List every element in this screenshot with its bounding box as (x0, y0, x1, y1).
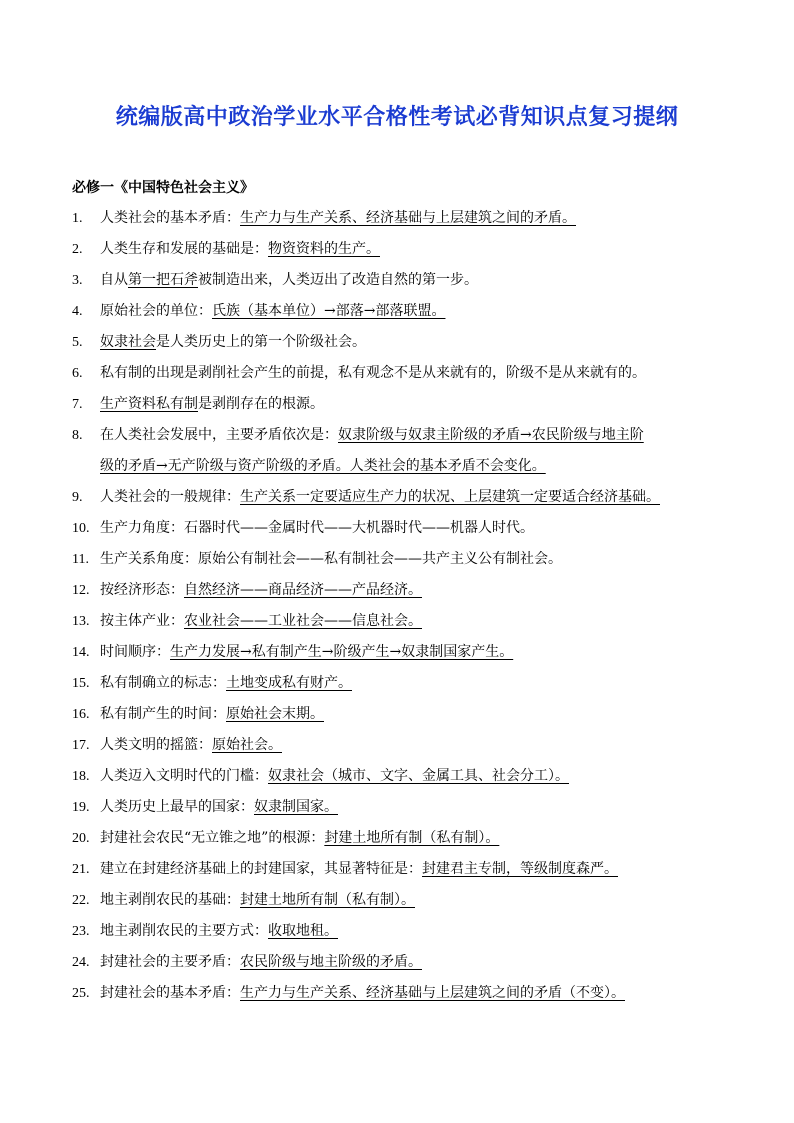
list-item (72, 668, 742, 699)
item-text (100, 823, 742, 854)
list-item (72, 606, 742, 637)
item-prompt: 封建社会农民“无立锥之地”的根源： (100, 830, 325, 846)
item-prompt: 私有制产生的时间： (100, 706, 226, 722)
list-item (72, 885, 742, 916)
item-number: 9. (72, 490, 83, 505)
item-text (100, 947, 742, 978)
section-heading: 必修一《中国特色社会主义》 (72, 180, 254, 196)
item-prompt: 时间顺序： (100, 644, 170, 660)
item-answer: 原始社会末期。 (226, 706, 324, 722)
item-number: 3. (72, 273, 83, 288)
item-text (100, 854, 742, 885)
item-prompt: 原始社会的单位： (100, 303, 212, 319)
list-item (72, 792, 742, 823)
item-text (100, 265, 742, 296)
item-number: 17. (72, 738, 90, 753)
list-item (72, 730, 742, 761)
item-text (100, 420, 742, 451)
item-answer: 奴隶社会 (100, 334, 156, 350)
item-answer: 农业社会——工业社会——信息社会。 (184, 613, 422, 629)
item-answer: 物资资料的生产。 (268, 241, 380, 257)
item-prompt: 封建社会的基本矛盾： (100, 985, 240, 1001)
item-number: 25. (72, 986, 90, 1001)
item-answer: 奴隶阶级与奴隶主阶级的矛盾→农民阶级与地主阶 (338, 427, 644, 443)
item-prompt: 人类社会的一般规律： (100, 489, 240, 505)
item-prompt: 人类社会的基本矛盾： (100, 210, 240, 226)
item-prompt: 自从 (100, 272, 128, 288)
item-answer: 自然经济——商品经济——产品经济。 (184, 582, 422, 598)
item-prompt: 封建社会的主要矛盾： (100, 954, 240, 970)
item-text (100, 668, 742, 699)
item-number: 10. (72, 521, 90, 536)
list-item (72, 637, 742, 668)
item-answer: 原始社会。 (212, 737, 282, 753)
list-item (72, 327, 742, 358)
item-answer: 生产力与生产关系、经济基础与上层建筑之间的矛盾。 (240, 210, 576, 226)
item-number: 15. (72, 676, 90, 691)
item-answer: 生产力发展→私有制产生→阶级产生→奴隶制国家产生。 (170, 644, 514, 660)
item-text (100, 234, 742, 265)
item-text (100, 296, 742, 327)
item-text (100, 544, 742, 575)
list-item (72, 265, 742, 296)
list-item (72, 947, 742, 978)
list-item-continuation (72, 451, 742, 482)
item-prompt: 生产关系角度：原始公有制社会——私有制社会——共产主义公有制社会。 (100, 551, 562, 567)
item-answer: 生产资料私有制 (100, 396, 198, 412)
item-number: 11. (72, 552, 89, 567)
page-title: 统编版高中政治学业水平合格性考试必背知识点复习提纲 (115, 105, 679, 130)
list-item (72, 575, 742, 606)
item-text (100, 358, 742, 389)
item-number: 23. (72, 924, 90, 939)
item-prompt: 地主剥削农民的基础： (100, 892, 240, 908)
item-number: 24. (72, 955, 90, 970)
item-prompt: 生产力角度：石器时代——金属时代——大机器时代——机器人时代。 (100, 520, 534, 536)
item-prompt: 私有制的出现是剥削社会产生的前提，私有观念不是从来就有的，阶级不是从来就有的。 (100, 365, 646, 381)
item-text (100, 513, 742, 544)
list-item (72, 823, 742, 854)
item-text (100, 730, 742, 761)
item-prompt: 在人类社会发展中，主要矛盾依次是： (100, 427, 338, 443)
item-prompt: 人类文明的摇篮： (100, 737, 212, 753)
item-text (100, 761, 742, 792)
list-item (72, 296, 742, 327)
item-text (100, 606, 742, 637)
item-number: 5. (72, 335, 83, 350)
item-number: 1. (72, 211, 83, 226)
item-text (100, 699, 742, 730)
item-prompt: 按主体产业： (100, 613, 184, 629)
item-prompt: 地主剥削农民的主要方式： (100, 923, 268, 939)
list-item (72, 203, 742, 234)
item-prompt: 人类历史上最早的国家： (100, 799, 254, 815)
item-answer: 氏族（基本单位）→部落→部落联盟。 (212, 303, 446, 319)
item-text (100, 327, 742, 358)
item-answer: 奴隶制国家。 (254, 799, 338, 815)
item-answer: 生产力与生产关系、经济基础与上层建筑之间的矛盾（不变）。 (240, 985, 625, 1001)
item-number: 14. (72, 645, 90, 660)
item-answer: 封建土地所有制（私有制）。 (324, 830, 500, 846)
item-text (100, 389, 742, 420)
item-number: 16. (72, 707, 90, 722)
item-prompt: 人类迈入文明时代的门槛： (100, 768, 268, 784)
knowledge-list (72, 203, 742, 1009)
item-answer: 生产关系一定要适应生产力的状况、上层建筑一定要适合经济基础。 (240, 489, 660, 505)
list-item (72, 699, 742, 730)
item-answer: 农民阶级与地主阶级的矛盾。 (240, 954, 422, 970)
item-text (100, 916, 742, 947)
item-text (100, 885, 742, 916)
item-answer: 级的矛盾→无产阶级与资产阶级的矛盾。人类社会的基本矛盾不会变化。 (100, 458, 546, 474)
list-item (72, 916, 742, 947)
item-number: 4. (72, 304, 83, 319)
list-item (72, 544, 742, 575)
item-tail: 是剥削存在的根源。 (198, 396, 324, 412)
list-item (72, 513, 742, 544)
item-text (100, 637, 742, 668)
list-item (72, 420, 742, 451)
item-number: 19. (72, 800, 90, 815)
list-item (72, 358, 742, 389)
list-item (72, 978, 742, 1009)
item-number: 18. (72, 769, 90, 784)
item-number: 8. (72, 428, 83, 443)
item-tail: 被制造出来，人类迈出了改造自然的第一步。 (198, 272, 478, 288)
list-item (72, 234, 742, 265)
item-text (100, 978, 742, 1009)
list-item (72, 389, 742, 420)
item-answer: 封建君主专制，等级制度森严。 (422, 861, 618, 877)
item-answer: 收取地租。 (268, 923, 338, 939)
item-number: 21. (72, 862, 90, 877)
item-tail: 是人类历史上的第一个阶级社会。 (156, 334, 366, 350)
list-item (72, 482, 742, 513)
item-prompt: 按经济形态： (100, 582, 184, 598)
item-prompt: 人类生存和发展的基础是： (100, 241, 268, 257)
item-number: 13. (72, 614, 90, 629)
item-answer: 奴隶社会（城市、文字、金属工具、社会分工）。 (268, 768, 569, 784)
item-answer: 土地变成私有财产。 (226, 675, 352, 691)
item-prompt: 私有制确立的标志： (100, 675, 226, 691)
item-text (100, 203, 742, 234)
list-item (72, 854, 742, 885)
item-number: 6. (72, 366, 83, 381)
item-number: 12. (72, 583, 90, 598)
item-answer: 第一把石斧 (128, 272, 198, 288)
list-item (72, 761, 742, 792)
item-prompt: 建立在封建经济基础上的封建国家，其显著特征是： (100, 861, 422, 877)
item-number: 2. (72, 242, 83, 257)
item-number: 22. (72, 893, 90, 908)
item-number: 7. (72, 397, 83, 412)
item-number: 20. (72, 831, 90, 846)
item-text (100, 575, 742, 606)
item-text (100, 792, 742, 823)
item-text (100, 482, 742, 513)
item-answer: 封建土地所有制（私有制）。 (240, 892, 415, 908)
